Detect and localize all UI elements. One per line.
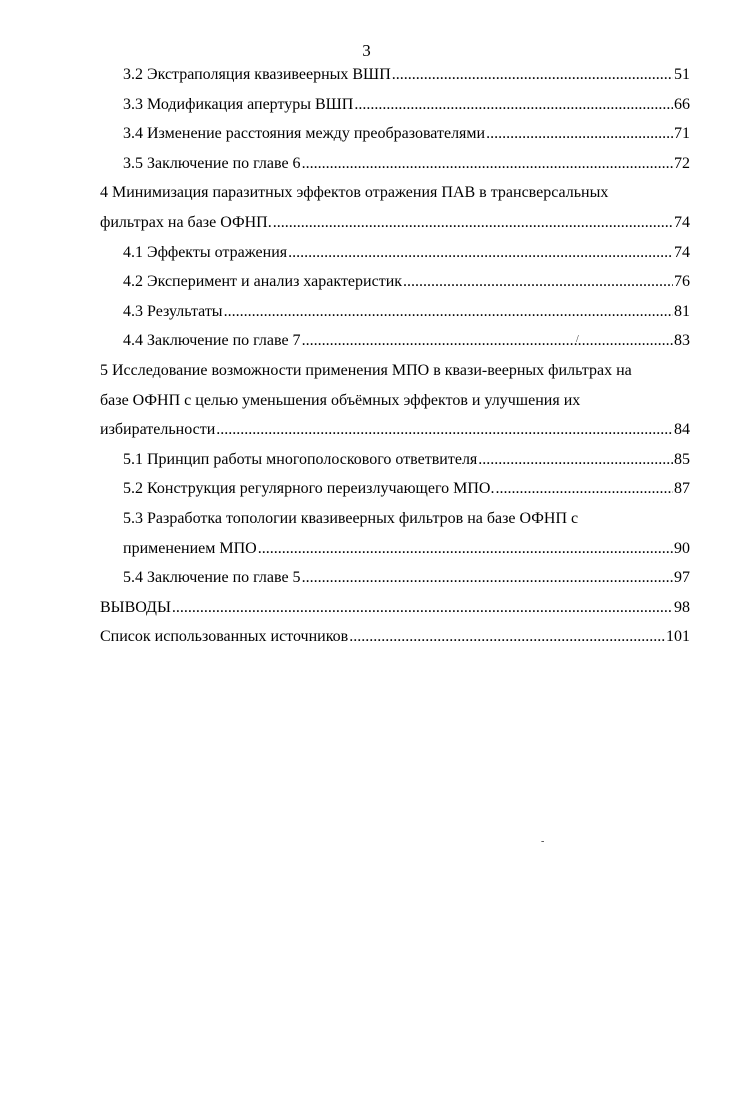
toc-entry-title: 3.3 Модификация апертуры ВШП [123, 95, 354, 113]
scan-speck: / [576, 334, 579, 345]
toc-entry-page: 101 [666, 628, 690, 646]
toc-entry-5-3 [100, 534, 690, 564]
toc-entry-4-1 [100, 238, 690, 268]
toc-entry-4 [100, 208, 690, 238]
toc-entry-3-4 [100, 119, 690, 149]
toc-entry-title: фильтрах на базе ОФНП. [100, 213, 272, 231]
toc-entry-5-4 [100, 563, 690, 593]
dot-leader [302, 149, 673, 179]
toc-entry-page: 72 [674, 154, 690, 172]
toc-entry-page: 97 [674, 569, 690, 587]
toc-entry-title: Список использованных источников [100, 628, 349, 646]
toc-entry-title: применением МПО [123, 539, 257, 557]
toc-entry-4-3 [100, 297, 690, 327]
toc-entry-page: 98 [674, 598, 690, 616]
dot-leader [288, 238, 673, 268]
toc-entry-title: 4.3 Результаты [123, 302, 223, 320]
toc-entry-4-2 [100, 267, 690, 297]
toc-entry-title: 3.5 Заключение по главе 6 [123, 154, 301, 172]
dot-leader [495, 474, 673, 504]
dot-leader [302, 563, 673, 593]
toc-entry-5 [100, 415, 690, 445]
toc-entry-page: 51 [674, 66, 690, 83]
toc-entry-3-2 [100, 60, 690, 90]
page-number: 3 [362, 41, 371, 60]
toc-entry-page: 66 [674, 95, 690, 113]
dot-leader [392, 60, 673, 90]
dot-leader [478, 445, 673, 475]
toc-entry-title-line: 4 Минимизация паразитных эффектов отражения ПАВ в трансверсальных [100, 184, 609, 202]
dot-leader [354, 90, 673, 120]
toc-entry-title-line: базе ОФНП с целью уменьшения объёмных эффектов и улучшения их [100, 391, 581, 409]
dot-leader [349, 622, 665, 652]
toc-entry-page: 90 [674, 539, 690, 557]
dot-leader [172, 593, 673, 623]
toc-entry-page: 81 [674, 302, 690, 320]
toc-entry-page: 83 [674, 332, 690, 350]
toc-entry-title: 3.4 Изменение расстояния между преобразователями [123, 125, 486, 143]
toc-entry-title: 5.2 Конструкция регулярного переизлучающего МПО. [123, 480, 495, 498]
dot-leader [224, 297, 673, 327]
toc-entry-page: 87 [674, 480, 690, 498]
scan-speck: - [541, 836, 545, 847]
toc-entry-page: 74 [674, 243, 690, 261]
dot-leader [486, 119, 673, 149]
toc-entry-page: 74 [674, 213, 690, 231]
toc-entry-title: 5.1 Принцип работы многополоскового ответвителя [123, 450, 478, 468]
toc-entry-title-line: 5.3 Разработка топологии квазивеерных фильтров на базе ОФНП с [123, 509, 579, 527]
table-of-contents [100, 60, 690, 652]
dot-leader [273, 208, 673, 238]
toc-entry-title: 5.4 Заключение по главе 5 [123, 569, 301, 587]
toc-entry-5-1 [100, 445, 690, 475]
toc-entry-page: 85 [674, 450, 690, 468]
toc-entry-5-2 [100, 474, 690, 504]
toc-entry-title: ВЫВОДЫ [100, 598, 171, 616]
toc-entry-page: 84 [674, 421, 690, 439]
dot-leader [403, 267, 673, 297]
toc-entry-3-5 [100, 149, 690, 179]
toc-entry-title: 4.1 Эффекты отражения [123, 243, 288, 261]
toc-entry-title: избирательности [100, 421, 216, 439]
toc-entry-title: 3.2 Экстраполяция квазивеерных ВШП [123, 66, 391, 83]
toc-entry-references [100, 622, 690, 652]
toc-entry-conclusions [100, 593, 690, 623]
toc-entry-title: 4.4 Заключение по главе 7 [123, 332, 301, 350]
toc-entry-4-4 [100, 326, 690, 356]
dot-leader [258, 534, 673, 564]
toc-entry-page: 76 [674, 273, 690, 291]
dot-leader [302, 326, 673, 356]
toc-entry-page: 71 [674, 125, 690, 143]
toc-entry-3-3 [100, 90, 690, 120]
dot-leader [216, 415, 673, 445]
toc-entry-title-line: 5 Исследование возможности применения МПО в квази-веерных фильтрах на [100, 361, 632, 379]
toc-entry-title: 4.2 Эксперимент и анализ характеристик [123, 273, 403, 291]
